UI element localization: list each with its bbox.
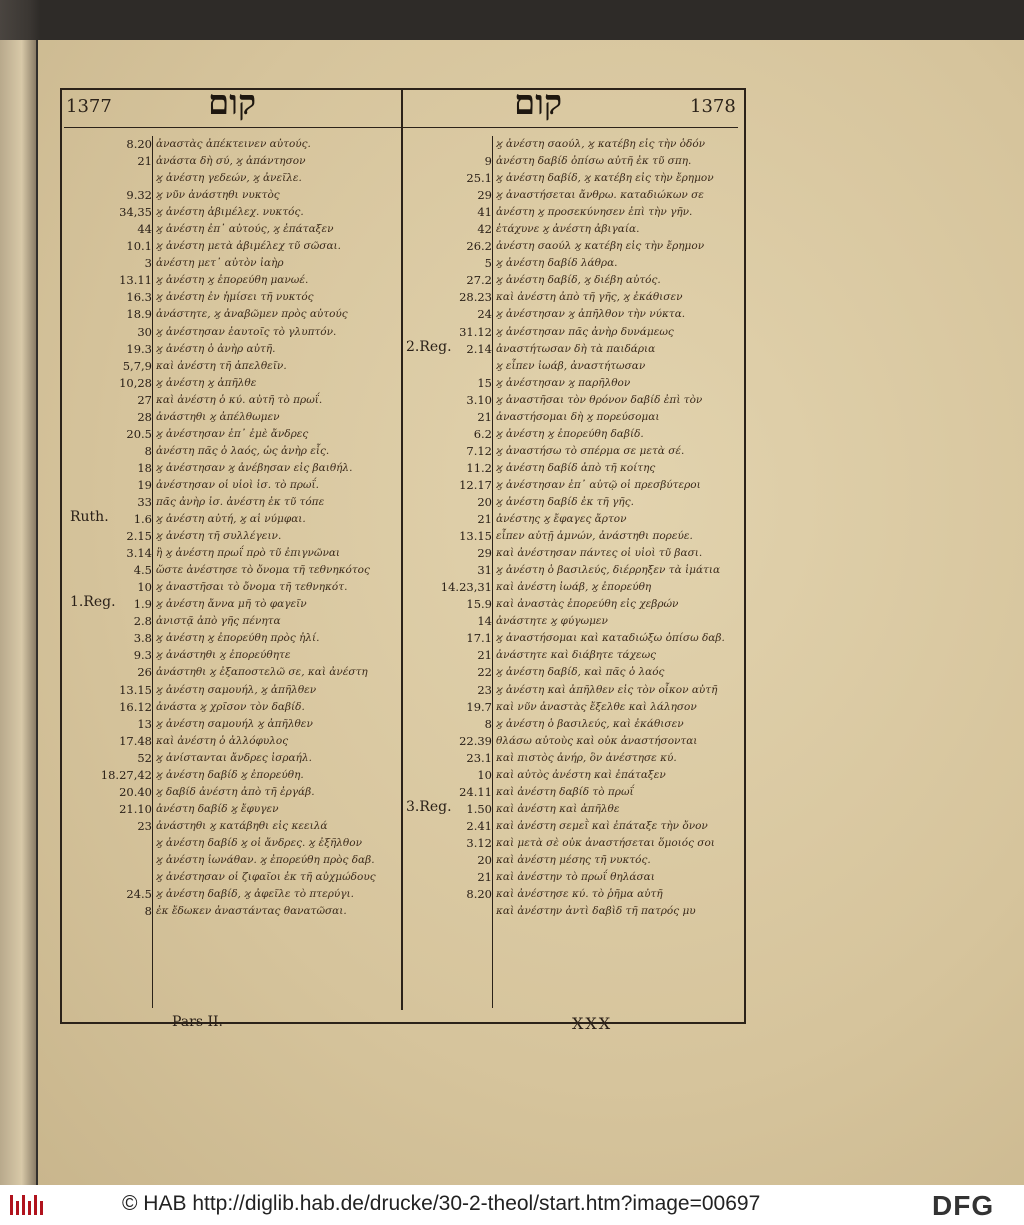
left-column — [70, 136, 400, 920]
right-entry-row — [406, 647, 740, 664]
verse-reference: 52 — [137, 750, 152, 765]
verse-reference: 41 — [477, 205, 492, 220]
verse-reference: 29 — [477, 188, 492, 203]
book-name: 2.Reg. — [406, 338, 452, 355]
greek-phrase: καὶ νῦν ἀναστὰς ἔξελθε καὶ λάλησον — [496, 700, 697, 713]
greek-phrase: ϗ ἀνέστη τῆ συλλέγειν. — [156, 530, 282, 543]
verse-reference — [70, 835, 156, 852]
book-name: 1.Reg. — [70, 594, 116, 611]
left-entry-row — [70, 170, 400, 187]
verse-reference: 44 — [137, 222, 152, 237]
left-entry-row — [70, 187, 400, 204]
greek-phrase: ϗ ἀνέστη σαμουήλ ϗ ἀπῆλθεν — [156, 717, 313, 730]
right-entry-row — [406, 818, 740, 835]
verse-reference — [70, 170, 156, 187]
verse-reference: 2.41 — [466, 818, 492, 833]
verse-reference: 31.12 — [459, 324, 492, 339]
right-entry-row — [406, 596, 740, 613]
greek-phrase: ϗ νῦν ἀνάστηθι νυκτὸς — [156, 189, 280, 202]
verse-reference: 15.9 — [466, 597, 492, 612]
greek-phrase: ϗ ἀνίστανται ἄνδρες ἰσραήλ. — [156, 751, 312, 764]
left-entry-row — [70, 579, 400, 596]
verse-reference: 3 — [144, 256, 152, 271]
left-entry-row — [70, 869, 400, 886]
verse-reference: 27.2 — [466, 273, 492, 288]
right-entry-row — [406, 750, 740, 767]
left-entry-row — [70, 596, 400, 613]
right-entry-row — [406, 443, 740, 460]
greek-phrase: καὶ ἀνέστη καὶ ἀπῆλθε — [496, 802, 620, 815]
greek-phrase: ϗ ἀναστήσω τὸ σπέρμα σε μετὰ σέ. — [496, 444, 685, 457]
left-entry-row — [70, 375, 400, 392]
greek-phrase: καὶ ἀνέστη ὁ κύ. αὐτῆ τὸ πρωΐ. — [156, 393, 323, 406]
right-entry-row — [406, 664, 740, 681]
greek-phrase: ϗ ἀνέστη ϗ ἐπορεύθη πρὸς ἠλί. — [156, 632, 320, 645]
left-entry-row — [70, 494, 400, 511]
right-entry-row — [406, 699, 740, 716]
verse-reference: 29 — [477, 546, 492, 561]
verse-reference — [406, 903, 496, 920]
verse-reference: 14 — [477, 614, 492, 629]
verse-reference: 20.5 — [126, 426, 152, 441]
verse-reference: 13.15 — [459, 529, 492, 544]
catchword: XXX — [572, 1014, 613, 1033]
right-entry-row — [406, 358, 740, 375]
verse-reference: 1.9 — [133, 597, 152, 612]
verse-reference: 14.23,31 — [440, 580, 492, 595]
verse-reference: 9.3 — [133, 648, 152, 663]
left-entry-row — [70, 341, 400, 358]
verse-reference: 22 — [477, 665, 492, 680]
greek-phrase: καὶ ἀνέστη ἀπὸ τῆ γῆς, ϗ ἐκάθισεν — [496, 291, 683, 304]
greek-phrase: ϗ ἀνέστη ϗ ἐπορεύθη μανωέ. — [156, 274, 309, 287]
right-entry-row — [406, 409, 740, 426]
verse-reference: 18.27,42 — [100, 767, 152, 782]
verse-reference: 30 — [137, 324, 152, 339]
greek-phrase: ϗ δαβίδ ἀνέστη ἀπὸ τῆ ἐργάβ. — [156, 785, 315, 798]
greek-phrase: ἀνάστηθι ϗ ἐξαποστελῶ σε, καὶ ἀνέστη — [156, 666, 368, 679]
verse-reference: 19.3 — [126, 341, 152, 356]
left-entry-row — [70, 358, 400, 375]
verse-reference: 4.5 — [133, 563, 152, 578]
right-entry-row — [406, 869, 740, 886]
greek-phrase: καὶ ἀνέστη τῆ ἀπελθεῖν. — [156, 359, 287, 372]
left-entry-row — [70, 238, 400, 255]
left-entry-row — [70, 255, 400, 272]
verse-reference: 8 — [144, 443, 152, 458]
verse-reference: 10 — [137, 580, 152, 595]
greek-phrase: ϗ ἀνέστη ἄννα μῆ τὸ φαγεῖν — [156, 598, 307, 611]
greek-phrase: ἢ ϗ ἀνέστη πρωΐ πρὸ τῦ ἐπιγνῶναι — [156, 547, 341, 560]
verse-reference — [406, 358, 496, 375]
left-entry-row — [70, 613, 400, 630]
left-entry-row — [70, 324, 400, 341]
hab-logo-icon — [6, 1191, 48, 1219]
greek-phrase: ϗ ἀνέστησαν ϗ παρῆλθον — [496, 376, 631, 389]
greek-phrase: καὶ ἀνέστη σεμεῒ καὶ ἐπάταξε τὴν ὄνον — [496, 819, 708, 832]
verse-reference: 21 — [137, 154, 152, 169]
left-page-number: 1377 — [66, 96, 112, 117]
greek-phrase: ϗ ἀνέστη καὶ ἀπῆλθεν εἰς τὸν οἶκον αὐτῆ — [496, 683, 718, 696]
verse-reference: 5,7,9 — [122, 358, 152, 373]
left-entry-row — [70, 272, 400, 289]
verse-reference: 13.15 — [119, 682, 152, 697]
greek-phrase: καὶ ἀνέστησαν πάντες οἱ υἱοὶ τῦ βασι. — [496, 547, 703, 560]
greek-phrase: ϗ ἀνέστη γεδεών, ϗ ἀνεῖλε. — [156, 172, 302, 185]
greek-phrase: καὶ πιστὸς ἀνήρ, ὃν ἀνέστησε κύ. — [496, 751, 677, 764]
right-hebrew-heading: קום — [514, 83, 563, 123]
greek-phrase: ἀνέστη δαβίδ ϗ ἔφυγεν — [156, 802, 279, 815]
verse-reference: 8 — [484, 716, 492, 731]
greek-phrase: ἀνάστηθι ϗ κατάβηθι εἰς κεειλά — [156, 819, 328, 832]
left-entry-row — [70, 801, 400, 818]
left-entry-row — [70, 545, 400, 562]
greek-phrase: ϗ ἀνέστη μετὰ ἀβιμέλεχ τῦ σῶσαι. — [156, 240, 341, 253]
left-entry-row — [70, 886, 400, 903]
left-entry-row — [70, 392, 400, 409]
left-entry-row — [70, 306, 400, 323]
left-entry-row — [70, 153, 400, 170]
right-entry-row — [406, 289, 740, 306]
verse-reference: 2.14 — [466, 341, 492, 356]
verse-reference: 3.14 — [126, 546, 152, 561]
verse-reference: 24.11 — [459, 784, 492, 799]
greek-phrase: ϗ ἀνέστη σαμουήλ, ϗ ἀπῆλθεν — [156, 683, 317, 696]
right-page-number: 1378 — [690, 96, 736, 117]
right-entry-row — [406, 221, 740, 238]
greek-phrase: ϗ ἀνέστησαν ἐπ᾽ ἐμὲ ἄνδρες — [156, 427, 309, 440]
greek-phrase: ϗ ἀνέστησαν ϗ ἀπῆλθον τὴν νύκτα. — [496, 308, 686, 321]
dfg-logo: DFG — [932, 1190, 995, 1221]
right-entry-row — [406, 324, 740, 341]
greek-phrase: ϗ ἀνέστη δαβίδ λάθρα. — [496, 257, 618, 270]
right-entry-row — [406, 798, 740, 818]
greek-phrase: ϗ εἶπεν ἰωάβ, ἀναστήτωσαν — [496, 359, 646, 372]
right-entry-row — [406, 528, 740, 545]
left-entry-row — [70, 664, 400, 681]
right-entry-row — [406, 338, 740, 358]
left-entry-row — [70, 221, 400, 238]
right-entry-row — [406, 682, 740, 699]
left-entry-row — [70, 630, 400, 647]
verse-reference: 21.10 — [119, 801, 152, 816]
right-column — [406, 136, 740, 920]
verse-reference: 26.2 — [466, 239, 492, 254]
verse-reference: 24 — [477, 307, 492, 322]
left-entry-row — [70, 289, 400, 306]
greek-phrase: καὶ ἀναστὰς ἐπορεύθη εἰς χεβρών — [496, 598, 679, 611]
signature-mark: Pars II. — [172, 1014, 223, 1030]
greek-phrase: ϗ ἀνέστη ὁ βασιλεύς, διέρρηξεν τὰ ἱμάτια — [496, 564, 721, 577]
verse-reference: 42 — [477, 222, 492, 237]
greek-phrase: ἀναστήτωσαν δὴ τὰ παιδάρια — [496, 342, 656, 355]
greek-phrase: ϗ ἀνέστησαν ϗ ἀνέβησαν εἰς βαιθήλ. — [156, 461, 353, 474]
greek-phrase: ϗ ἀνέστη ἰωνάθαν. ϗ ἐπορεύθη πρὸς δαβ. — [156, 853, 375, 866]
greek-phrase: ϗ ἀνέστη σαούλ, ϗ κατέβη εἰς τὴν ὁδόν — [496, 138, 706, 150]
verse-reference: 17.1 — [466, 631, 492, 646]
greek-phrase: καὶ ἀνέστησε κύ. τὸ ῥῆμα αὐτῆ — [496, 888, 663, 901]
verse-reference: 21 — [477, 648, 492, 663]
greek-phrase: ἀνέστης ϗ ἔφαγες ἄρτον — [496, 513, 627, 526]
verse-reference: 10,28 — [119, 375, 152, 390]
left-entry-row — [70, 477, 400, 494]
greek-phrase: ϗ ἀνέστησαν πᾶς ἀνὴρ δυνάμεως — [496, 325, 674, 338]
right-entry-row — [406, 784, 740, 801]
verse-reference: 6.2 — [473, 426, 492, 441]
verse-reference: 23 — [477, 682, 492, 697]
verse-reference: 21 — [477, 870, 492, 885]
verse-reference: 28.23 — [459, 290, 492, 305]
right-entry-row — [406, 238, 740, 255]
right-entry-row — [406, 630, 740, 647]
right-entry-row — [406, 545, 740, 562]
left-entry-row — [70, 511, 400, 528]
right-entry-row — [406, 733, 740, 750]
verse-reference: 20 — [477, 494, 492, 509]
left-entry-row — [70, 460, 400, 477]
greek-phrase: ϗ ἀναστῆσαι τὸν θρόνον δαβίδ ἐπὶ τὸν — [496, 393, 703, 406]
greek-phrase: ϗ ἀνέστη δαβίδ ϗ οἱ ἄνδρες. ϗ ἐξῆλθον — [156, 836, 362, 849]
left-entry-row — [70, 835, 400, 852]
greek-phrase: ϗ ἀναστῆσαι τὸ ὄνομα τῆ τεθνηκότ. — [156, 581, 348, 594]
verse-reference: 2.15 — [126, 529, 152, 544]
right-entry-row — [406, 477, 740, 494]
greek-phrase: ϗ ἀνέστη δαβίδ ἀπὸ τῆ κοίτης — [496, 461, 656, 474]
left-entry-row — [70, 562, 400, 579]
greek-phrase: ϗ ἀνέστη δαβίδ ἐκ τῆ γῆς. — [496, 495, 634, 508]
left-entry-row — [70, 733, 400, 750]
left-entry-row — [70, 699, 400, 716]
left-entry-row — [70, 409, 400, 426]
greek-phrase: ϗ ἀναστήσεται ἄνθρω. καταδιώκων σε — [496, 189, 704, 202]
greek-phrase: ϗ ἀνέστη δαβίδ, καὶ πᾶς ὁ λαός — [496, 666, 665, 679]
verse-reference: 8.20 — [126, 137, 152, 151]
greek-phrase: ἀνέστησαν οἱ υἱοὶ ἰσ. τὸ πρωΐ. — [156, 478, 319, 491]
right-entry-row — [406, 716, 740, 733]
verse-reference: 21 — [477, 512, 492, 527]
book-name: 3.Reg. — [406, 798, 452, 815]
verse-reference: 17.48 — [119, 733, 152, 748]
verse-reference: 18.9 — [126, 307, 152, 322]
greek-phrase: ἀνάστητε καὶ διάβητε τάχεως — [496, 649, 657, 662]
greek-phrase: ϗ ἀνάστηθι ϗ ἐπορεύθητε — [156, 649, 291, 662]
verse-reference: 12.17 — [459, 477, 492, 492]
verse-reference: 10.1 — [126, 239, 152, 254]
greek-phrase: ἀνέστη δαβίδ ὀπίσω αὐτῆ ἐκ τῦ σπη. — [496, 155, 692, 168]
verse-reference: 23 — [137, 818, 152, 833]
right-entry-row — [406, 579, 740, 596]
greek-phrase: καὶ ἀνέστην τὸ πρωΐ θηλάσαι — [496, 871, 655, 884]
verse-reference: 21 — [477, 409, 492, 424]
verse-reference: 9 — [484, 154, 492, 169]
left-entry-row — [70, 204, 400, 221]
greek-phrase: ἀνέστη πᾶς ὁ λαός, ὡς ἀνὴρ εἷς. — [156, 444, 330, 457]
verse-reference: 34,35 — [119, 205, 152, 220]
right-entry-row — [406, 903, 740, 920]
greek-phrase: ἀνάστηθι ϗ ἀπέλθωμεν — [156, 410, 280, 423]
greek-phrase: καὶ ἀνέστη ὁ ἀλλόφυλος — [156, 734, 289, 747]
verse-reference: 7.12 — [466, 443, 492, 458]
greek-phrase: ϗ ἀνέστη δαβίδ, ϗ διέβη αὐτός. — [496, 274, 661, 287]
right-entry-row — [406, 255, 740, 272]
greek-phrase: ϗ ἀνέστη ὁ ἀνὴρ αὐτῆ. — [156, 342, 276, 355]
right-entry-row — [406, 613, 740, 630]
right-entry-row — [406, 767, 740, 784]
greek-phrase: ϗ ἀνέστη ἀβιμέλεχ. νυκτός. — [156, 206, 304, 219]
greek-phrase: ἀνέστη σαούλ ϗ κατέβη εἰς τὴν ἔρημον — [496, 240, 705, 253]
verse-reference: 5 — [484, 256, 492, 271]
right-entry-row — [406, 306, 740, 323]
greek-phrase: ϗ ἀνέστη δαβίδ, ϗ ἀφεῖλε τὸ πτερύγι. — [156, 888, 354, 901]
greek-phrase: καὶ μετὰ σὲ οὐκ ἀναστήσεται ὅμοιός σοι — [496, 836, 715, 849]
right-entry-row — [406, 852, 740, 869]
verse-reference: 26 — [137, 665, 152, 680]
greek-phrase: ϗ ἀνέστη ὁ βασιλεύς, καὶ ἐκάθισεν — [496, 717, 684, 730]
greek-phrase: καὶ ἀνέστη ἰωάβ, ϗ ἐπορεύθη — [496, 581, 652, 594]
verse-reference: 10 — [477, 767, 492, 782]
greek-phrase: ἐτάχυνε ϗ ἀνέστη ἀβιγαία. — [496, 223, 640, 236]
left-entry-row — [70, 767, 400, 784]
greek-phrase: ἀνάστα δὴ σύ, ϗ ἀπάντησον — [156, 155, 306, 168]
verse-reference: 15 — [477, 375, 492, 390]
verse-reference: 8.20 — [466, 887, 492, 902]
verse-reference: 13 — [137, 716, 152, 731]
greek-phrase: ἐκ ἔδωκεν ἀναστάντας θανατῶσαι. — [156, 905, 347, 918]
right-entry-row — [406, 835, 740, 852]
verse-reference: 20.40 — [119, 784, 152, 799]
column-divider — [401, 90, 403, 1010]
greek-phrase: ϗ ἀνέστη ἐν ἡμίσει τῆ νυκτός — [156, 291, 314, 304]
greek-phrase: καὶ ἀνέστην ἀντὶ δαβὶδ τῆ πατρός μυ — [496, 905, 696, 918]
right-entry-row — [406, 170, 740, 187]
verse-reference: 18 — [137, 460, 152, 475]
greek-phrase: ἀνιστᾷ ἀπὸ γῆς πένητα — [156, 615, 281, 628]
greek-phrase: ἀνάστα ϗ χρῖσον τὸν δαβίδ. — [156, 700, 305, 713]
verse-reference: 13.11 — [119, 273, 152, 288]
greek-phrase: ὥστε ἀνέστησε τὸ ὄνομα τῆ τεθνηκότος — [156, 564, 370, 577]
greek-phrase: ἀνάστητε, ϗ ἀναβῶμεν πρὸς αὐτούς — [156, 308, 348, 321]
verse-reference — [70, 852, 156, 869]
greek-phrase: ϗ ἀνέστησαν οἱ ζιφαῖοι ἐκ τῆ αὐχμώδους — [156, 871, 376, 884]
greek-phrase: ϗ ἀνέστησαν ἑαυτοῖς τὸ γλυπτόν. — [156, 325, 337, 338]
verse-reference: 1.50 — [466, 801, 492, 816]
greek-phrase: ϗ ἀνέστη ϗ ἐπορεύθη δαβίδ. — [496, 427, 644, 440]
verse-reference: 16.3 — [126, 290, 152, 305]
greek-phrase: καὶ ἀνέστη μέσης τῆ νυκτός. — [496, 853, 651, 866]
left-entry-row — [70, 682, 400, 699]
greek-phrase: ϗ ἀνέστη αὐτή, ϗ αἱ νύμφαι. — [156, 513, 306, 526]
greek-phrase: ϗ ἀναστήσομαι καὶ καταδιώξω ὀπίσω δαβ. — [496, 632, 725, 645]
verse-reference: 3.10 — [466, 392, 492, 407]
greek-phrase: ϗ ἀνέστη ϗ ἀπῆλθε — [156, 376, 257, 389]
verse-reference: 19.7 — [466, 699, 492, 714]
left-entry-row — [70, 528, 400, 545]
verse-reference: 2.8 — [133, 614, 152, 629]
greek-phrase: ἀνέστη μετ᾽ αὐτὸν ἰαὴρ — [156, 257, 284, 270]
right-entry-row — [406, 494, 740, 511]
greek-phrase: καὶ ἀνέστη δαβίδ τὸ πρωΐ — [496, 785, 634, 798]
greek-phrase: ἀναστήσομαι δὴ ϗ πορεύσομαι — [496, 410, 660, 423]
adjacent-page-edge — [0, 40, 36, 1185]
left-entry-row — [70, 443, 400, 460]
verse-reference: 16.12 — [119, 699, 152, 714]
right-entry-row — [406, 392, 740, 409]
greek-phrase: ϗ ἀνέστη δαβίδ, ϗ κατέβη εἰς τὴν ἔρημον — [496, 172, 714, 185]
greek-phrase: ϗ ἀνέστη δαβίδ ϗ ἐπορεύθη. — [156, 768, 304, 781]
right-entry-row — [406, 272, 740, 289]
right-entry-row — [406, 375, 740, 392]
verse-reference: 20 — [477, 852, 492, 867]
right-entry-row — [406, 204, 740, 221]
verse-reference: 25.1 — [466, 171, 492, 186]
greek-phrase: ἀνάστητε ϗ φύγωμεν — [496, 615, 608, 628]
greek-phrase: καὶ αὐτὸς ἀνέστη καὶ ἐπάταξεν — [496, 768, 666, 781]
verse-reference: 1.6 — [133, 512, 152, 527]
right-entry-row — [406, 426, 740, 443]
greek-phrase: ϗ ἀνέστησαν ἐπ᾽ αὐτῷ οἱ πρεσβύτεροι — [496, 478, 701, 491]
left-hebrew-heading: קום — [208, 83, 257, 123]
verse-reference: 3.8 — [133, 631, 152, 646]
right-entry-row — [406, 562, 740, 579]
verse-reference: 24.5 — [126, 887, 152, 902]
left-entry-row — [70, 647, 400, 664]
greek-phrase: ϗ ἀνέστη ἐπ᾽ αὐτούς, ϗ ἐπάταξεν — [156, 223, 334, 236]
verse-reference: 8 — [144, 904, 152, 919]
greek-phrase: πᾶς ἀνὴρ ἰσ. ἀνέστη ἐκ τῦ τόπε — [156, 495, 325, 508]
verse-reference: 19 — [137, 477, 152, 492]
right-entry-row — [406, 136, 740, 153]
left-entry-row — [70, 784, 400, 801]
right-entry-row — [406, 153, 740, 170]
citation-link[interactable]: © HAB http://diglib.hab.de/drucke/30-2-theol/start.htm?image=00697 — [122, 1192, 761, 1215]
verse-reference: 28 — [137, 409, 152, 424]
greek-phrase: ἀναστὰς ἀπέκτεινεν αὐτούς. — [156, 138, 311, 150]
verse-reference: 11.2 — [466, 460, 492, 475]
left-entry-row — [70, 426, 400, 443]
verse-reference — [70, 869, 156, 886]
verse-reference: 22.39 — [459, 733, 492, 748]
left-entry-row — [70, 903, 400, 920]
greek-phrase: εἶπεν αὐτῇ ἀμνών, ἀνάστηθι πορεύε. — [496, 530, 693, 543]
verse-reference: 3.12 — [466, 835, 492, 850]
right-entry-row — [406, 187, 740, 204]
verse-reference: 9.32 — [126, 188, 152, 203]
left-entry-row — [70, 136, 400, 153]
right-entry-row — [406, 460, 740, 477]
left-entry-row — [70, 750, 400, 767]
greek-phrase: θλάσω αὐτοὺς καὶ οὐκ ἀναστήσονται — [496, 734, 698, 747]
verse-reference — [406, 136, 496, 153]
verse-reference: 23.1 — [466, 750, 492, 765]
book-name: Ruth. — [70, 509, 109, 526]
left-entry-row — [70, 852, 400, 869]
left-entry-row — [70, 818, 400, 835]
verse-reference: 27 — [137, 392, 152, 407]
right-entry-row — [406, 886, 740, 903]
verse-reference: 33 — [137, 494, 152, 509]
greek-phrase: ἀνέστη ϗ προσεκύνησεν ἐπὶ τὴν γῆν. — [496, 206, 693, 219]
verse-reference: 31 — [477, 563, 492, 578]
right-entry-row — [406, 511, 740, 528]
left-entry-row — [70, 716, 400, 733]
